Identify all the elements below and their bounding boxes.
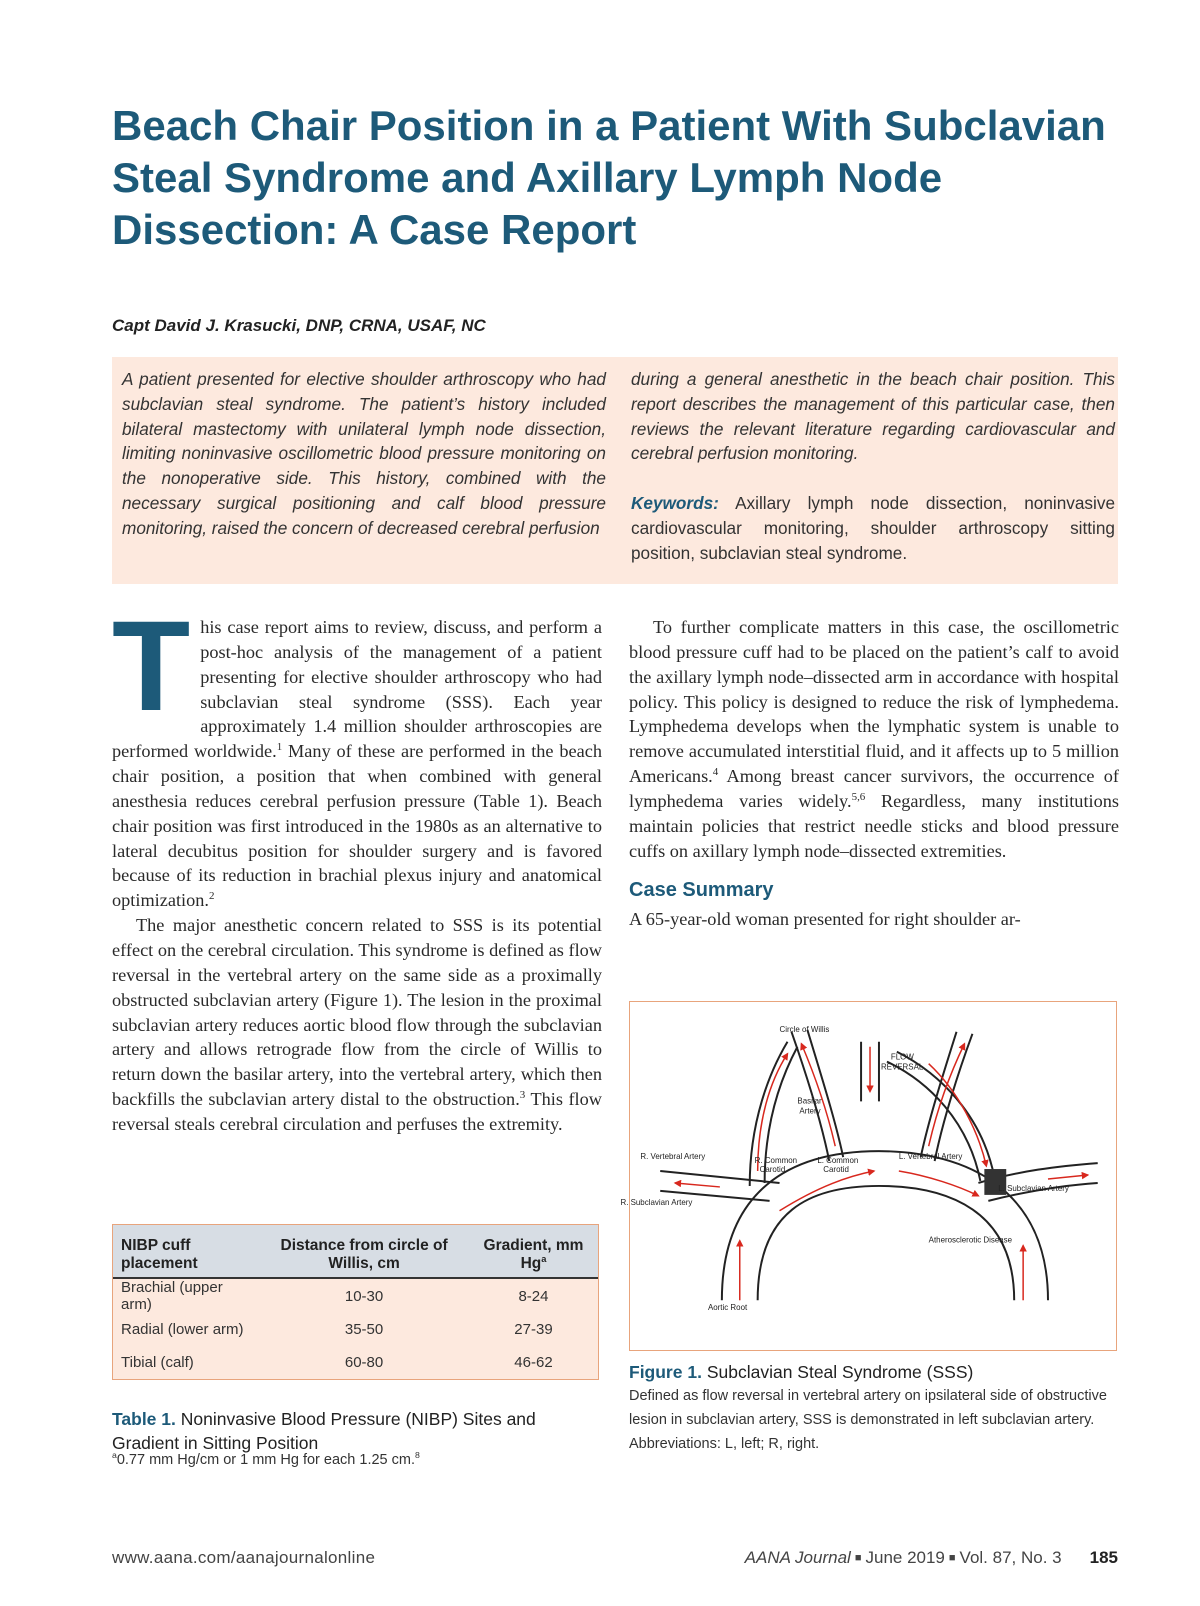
table-header-cell: NIBP cuff placement — [113, 1225, 259, 1278]
label-basilar-2: Artery — [799, 1106, 821, 1116]
abstract-right-column — [631, 367, 1115, 565]
figure-1-diagram — [620, 1001, 1117, 1351]
keywords — [631, 491, 1115, 565]
table-cell: 27-39 — [469, 1313, 598, 1346]
table-caption-label: Table 1. — [112, 1409, 176, 1429]
label-basilar-1: Basilar — [797, 1096, 822, 1106]
footer-journal-info — [745, 1548, 1118, 1568]
footer-date: June 2019 — [865, 1548, 945, 1567]
figure-caption-title: Subclavian Steal Syndrome (SSS) — [706, 1362, 974, 1382]
author-line: Capt David J. Krasucki, DNP, CRNA, USAF, NC — [112, 316, 486, 335]
table-row — [113, 1313, 598, 1346]
table-footnote: $^a$0.77 mm Hg/cm or 1 mm Hg for each 1.25 cm.$^8$ — [112, 1450, 420, 1468]
table-header-row — [113, 1225, 598, 1278]
table-header-footnote-mark: a — [541, 1253, 547, 1264]
label-r-subclavian: R. Subclavian Artery — [620, 1197, 693, 1207]
citation: 1 — [276, 741, 283, 754]
figure-caption-label: Figure 1. — [629, 1362, 702, 1382]
footer-volume: Vol. 87, No. 3 — [959, 1548, 1062, 1567]
paragraph-2: The major anesthetic concern related to SSS is its potential effect on the cerebral circulation. This syndrome is defined as flow reversal in the vertebral artery on the same side as a proximally obstructed subclavian artery (Figure 1). The lesion in the proximal subclavian artery reduces aortic blood flow through the subclavian artery and allows retrograde flow from the circle of Willis to return down the basilar artery, into the vertebral artery, which then backfills the subclavian artery distal to the obstruction.$^3$ This flow reversal steals cerebral circulation and perfuses the extremity. — [112, 915, 602, 1134]
footer-url: www.aana.com/aanajournalonline — [112, 1548, 376, 1567]
table-1 — [112, 1224, 599, 1380]
table-caption — [112, 1407, 602, 1455]
footer-journal-name: AANA Journal — [744, 1548, 851, 1567]
paragraph-3: To further complicate matters in this case, the oscillometric blood pressure cuff had to be placed on the patient’s calf to avoid the axillary lymph node–dissected arm in accordance with hospital policy. This policy is designed to reduce the risk of lymphedema. Lymphedema develops when the lymphatic system is unable to remove accumulated interstitial fluid, and it affects up to 5 million Americans.$^4$ Among breast cancer survivors, the occurrence of lymphedema varies widely.$^{5,6}$ Regardless, many institutions maintain policies that restrict needle sticks and blood pressure cuffs on axillary lymph node–dissected extremities. — [629, 617, 1119, 861]
bullet-square-icon: ■ — [948, 1552, 956, 1564]
table-cell: Brachial (upper arm) — [113, 1278, 259, 1313]
bullet-square-icon: ■ — [854, 1552, 862, 1564]
figure-abbreviations: Abbreviations: L, left; R, right. — [629, 1436, 820, 1452]
label-l-subclavian: L. Subclavian Artery — [998, 1183, 1069, 1193]
table-cell: 60-80 — [259, 1346, 469, 1379]
section-heading-case-summary: Case Summary — [629, 879, 774, 902]
paragraph-1: This case report aims to review, discuss, and perform a post-hoc analysis of the management of a patient presenting for elective shoulder arthroscopy who had subclavian steal syndrome (SSS). Each year approximately 1.4 million shoulder arthroscopies are performed worldwide.$^1$ Many of these are performed in the beach chair position, a position that when combined with general anesthesia reduces cerebral perfusion pressure (Table 1). Beach chair position was first introduced in the 1980s as an alternative to lateral decubitus position for shoulder surgery and is favored because of its reduction in brachial plexus injury and anatomical optimization.$^2$ — [112, 595, 602, 911]
label-aortic-root: Aortic Root — [707, 1303, 748, 1313]
table-row — [113, 1278, 598, 1313]
label-atherosclerotic: Atherosclerotic Disease — [928, 1235, 1013, 1245]
table-cell: Radial (lower arm) — [113, 1313, 259, 1346]
artery-outlines — [660, 1030, 1097, 1300]
drop-cap: T — [112, 595, 191, 738]
label-flow-reversal-1: FLOW — [890, 1052, 914, 1062]
citation: 2 — [208, 890, 215, 903]
abstract-text-left: A patient presented for elective shoulder arthroscopy who had subclavian steal syndrome. The patient’s history included bilateral mastectomy with unilateral lymph node dissection, limiting noninvasive oscillometric blood pressure monitoring on the nonoperative side. This history, combined with the necessary surgical positioning and calf blood pressure monitoring, raised the concern of decreased cerebral perfusion — [122, 369, 606, 538]
label-l-vertebral: L. Vertebral Artery — [898, 1152, 963, 1162]
abstract-box — [112, 357, 1118, 584]
keywords-label: Keywords: — [631, 492, 719, 513]
label-r-common-2: Carotid — [759, 1165, 786, 1175]
citation: 4 — [712, 765, 719, 778]
table-cell: Tibial (calf) — [113, 1346, 259, 1379]
label-flow-reversal-2: REVERSAL — [880, 1062, 924, 1072]
table-caption-text: Noninvasive Blood Pressure (NIBP) Sites and Gradient in Sitting Position — [112, 1409, 536, 1453]
label-r-common-1: R. Common — [754, 1156, 798, 1166]
table-header-cell: Gradient, mm Hg$^a$ — [469, 1225, 598, 1278]
table-row — [113, 1346, 598, 1379]
citation: 3 — [519, 1088, 526, 1101]
figure-caption-description: Defined as flow reversal in vertebral artery on ipsilateral side of obstructive lesion in subclavian artery, SSS is demonstrated in left subclavian artery. — [629, 1388, 1107, 1428]
subclavian-steal-diagram — [620, 1002, 1116, 1350]
body-column-right — [629, 615, 1119, 932]
keywords-text: Axillary lymph node dissection, noninvasive cardiovascular monitoring, shoulder arthroscopy sitting position, subclavian steal syndrome. — [631, 492, 1115, 563]
page-number: 185 — [1089, 1548, 1118, 1567]
body-column-left — [112, 595, 602, 1137]
label-l-common-2: Carotid — [823, 1165, 849, 1175]
paragraph-4: A 65-year-old woman presented for right shoulder ar- — [629, 909, 1021, 930]
abstract-text-right: during a general anesthetic in the beach chair position. This report describes the management of this particular case, then reviews the relevant literature regarding cardiovascular and cerebral perfusion monitoring. — [631, 369, 1115, 464]
table-cell: 35-50 — [259, 1313, 469, 1346]
article-title: Beach Chair Position in a Patient With Subclavian Steal Syndrome and Axillary Lymph Node Dissection: A Case Report — [112, 102, 1106, 253]
table-cell: 8-24 — [469, 1278, 598, 1313]
figure-caption — [629, 1360, 1119, 1456]
abstract-left-column — [122, 367, 606, 541]
label-l-common-1: L. Common — [817, 1156, 859, 1166]
label-circle-of-willis: Circle of Willis — [779, 1024, 830, 1034]
table-header-cell: Distance from circle of Willis, cm — [259, 1225, 469, 1278]
nibp-table — [113, 1225, 598, 1379]
table-cell: 10-30 — [259, 1278, 469, 1313]
table-cell: 46-62 — [469, 1346, 598, 1379]
label-r-vertebral: R. Vertebral Artery — [640, 1152, 706, 1162]
citation: 5,6 — [851, 790, 866, 803]
